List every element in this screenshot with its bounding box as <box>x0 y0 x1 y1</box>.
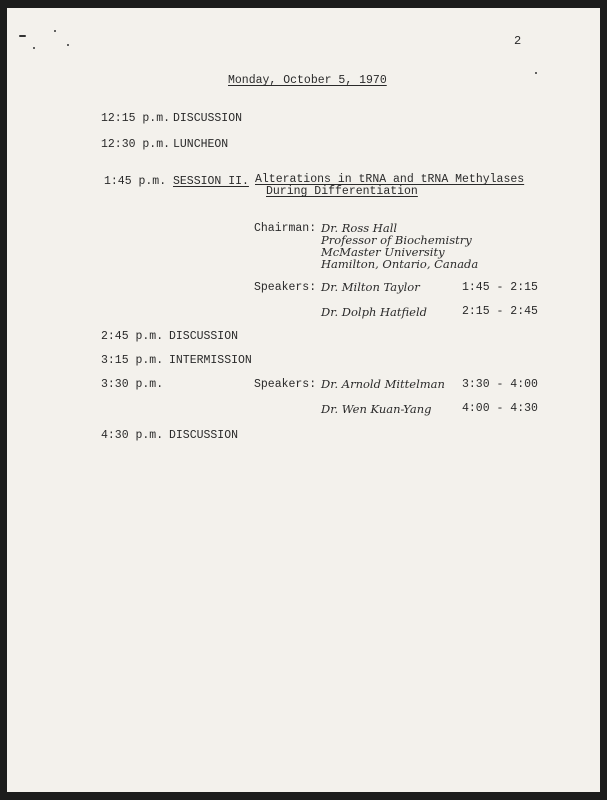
schedule-item: LUNCHEON <box>173 138 229 151</box>
ink-speck <box>67 44 69 46</box>
time-label: 12:30 p.m. <box>101 138 171 151</box>
schedule-item: DISCUSSION <box>169 330 239 343</box>
speaker-name: Dr. Dolph Hatfield <box>321 305 428 319</box>
speaker-name: Dr. Milton Taylor <box>321 280 420 294</box>
speaker-name: Dr. Arnold Mittelman <box>321 377 445 391</box>
chairman-location: Hamilton, Ontario, Canada <box>321 257 479 271</box>
speaker-time: 1:45 - 2:15 <box>462 281 538 294</box>
chairman-title: Professor of Biochemistry <box>321 233 472 247</box>
speaker-name: Dr. Wen Kuan-Yang <box>321 402 432 416</box>
chairman-name: Dr. Ross Hall <box>321 221 398 235</box>
time-label: 3:15 p.m. <box>101 354 164 367</box>
speakers-label: Speakers: <box>254 378 317 391</box>
time-label: 4:30 p.m. <box>101 429 164 442</box>
chairman-affiliation: McMaster University <box>321 245 445 259</box>
ink-speck <box>19 35 26 37</box>
schedule-item: DISCUSSION <box>173 112 243 125</box>
session-title-line1: Alterations in tRNA and tRNA Methylases <box>255 173 525 186</box>
date-heading: Monday, October 5, 1970 <box>228 74 387 87</box>
chairman-label: Chairman: <box>254 222 317 235</box>
speaker-time: 2:15 - 2:45 <box>462 305 538 318</box>
time-label: 3:30 p.m. <box>101 378 164 391</box>
time-label: 2:45 p.m. <box>101 330 164 343</box>
schedule-item: INTERMISSION <box>169 354 252 367</box>
time-label: 1:45 p.m. <box>104 175 167 188</box>
ink-speck <box>33 47 35 49</box>
speakers-label: Speakers: <box>254 281 317 294</box>
ink-speck <box>535 72 537 74</box>
time-label: 12:15 p.m. <box>101 112 171 125</box>
page-number: 2 <box>514 34 522 48</box>
speaker-time: 3:30 - 4:00 <box>462 378 538 391</box>
document-page <box>7 8 600 792</box>
ink-speck <box>54 30 56 32</box>
schedule-item: DISCUSSION <box>169 429 239 442</box>
session-title-line2: During Differentiation <box>266 185 418 198</box>
session-label: SESSION II. <box>173 175 249 188</box>
speaker-time: 4:00 - 4:30 <box>462 402 538 415</box>
